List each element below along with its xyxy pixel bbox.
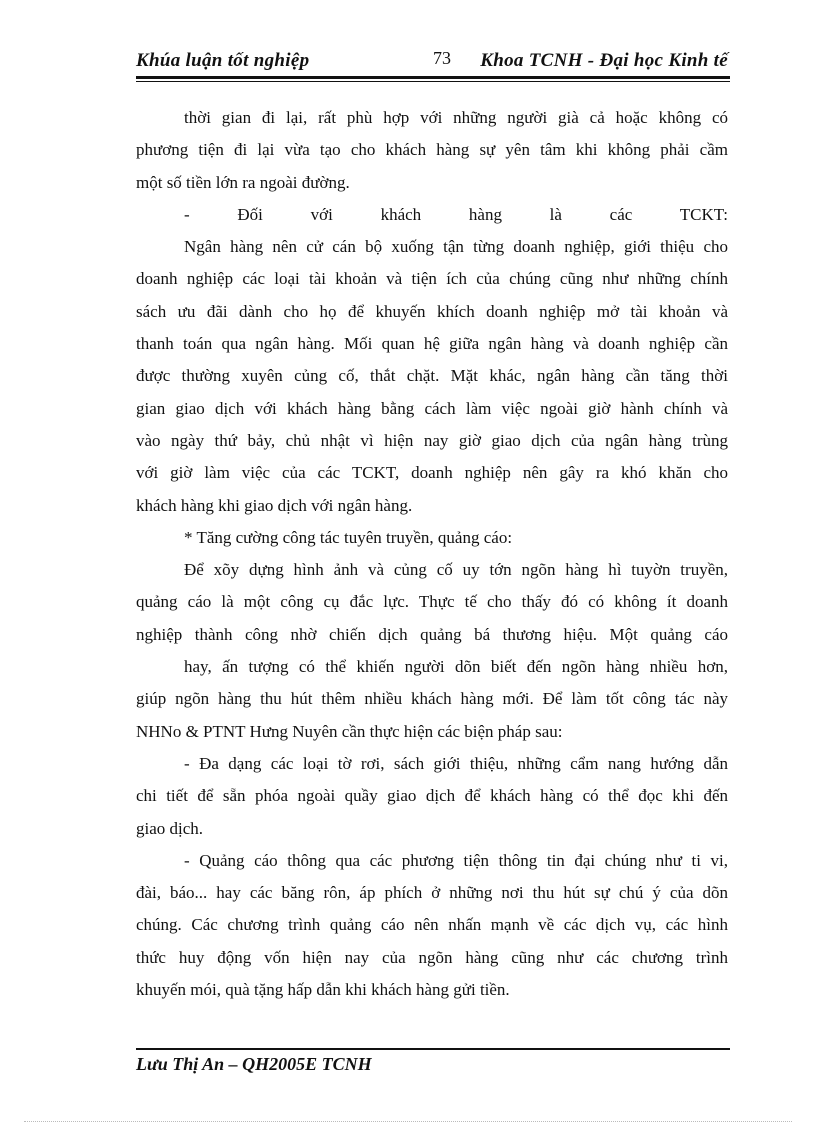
page-header (136, 46, 730, 76)
header-rule (136, 76, 730, 79)
body-line: NHNo & PTNT Hưng Nuyên cần thực hiện các biện pháp sau: (136, 721, 563, 741)
body-line: sách ưu đãi dành cho họ để khuyến khích doanh nghiệp mở tài khoản và (136, 301, 728, 321)
body-line: chi tiết để sẵn phóa ngoài quầy giao dịch để khách hàng có thể đọc khi đến (136, 786, 728, 806)
body-line: thanh toán qua ngân hàng. Mối quan hệ giữa ngân hàng và doanh nghiệp cần (136, 334, 728, 354)
body-line: giao dịch. (136, 818, 204, 838)
footer-rule (136, 1048, 730, 1050)
header-faculty: Khoa TCNH - Đại học Kinh tế (480, 50, 728, 71)
body-line: thời gian đi lại, rất phù hợp với những người già cả hoặc không có (184, 108, 728, 127)
body-line: gian giao dịch với khách hàng bằng cách làm việc ngoài giờ hành chính và (136, 398, 728, 418)
body-line: khách hàng khi giao dịch với ngân hàng. (136, 495, 413, 515)
body-line: Để xõy dựng hình ảnh và củng cố uy tớn ngõn hàng hì tuyờn truyền, (184, 560, 728, 580)
body-line: một số tiền lớn ra ngoài đường. (136, 172, 350, 192)
body-line: khuyến mói, quà tặng hấp dẫn khi khách hàng gửi tiền. (136, 980, 510, 1000)
body-line: - Đối với khách hàng là các TCKT: (184, 204, 728, 224)
footer-author: Lưu Thị An – QH2005E TCNH (136, 1054, 372, 1074)
body-line: - Đa dạng các loại tờ rơi, sách giới thiệu, những cẩm nang hướng dẫn (184, 753, 728, 773)
body-line: được thường xuyên củng cố, thắt chặt. Mặt khác, ngân hàng cần tăng thời (136, 366, 728, 386)
body-line: Ngân hàng nên cử cán bộ xuống tận từng doanh nghiệp, giới thiệu cho (184, 237, 728, 257)
body-line: nghiệp thành công nhờ chiến dịch quảng bá thương hiệu. Một quảng cáo (136, 624, 728, 644)
body-line: với giờ làm việc của các TCKT, doanh nghiệp nên gây ra khó khăn cho (136, 463, 728, 483)
header-rule-thin (136, 81, 730, 82)
header-thesis-title: Khúa luận tốt nghiệp (136, 50, 310, 71)
body-line: giúp ngõn hàng thu hút thêm nhiều khách hàng mới. Để làm tốt công tác này (136, 689, 728, 709)
page-body (136, 102, 728, 1006)
body-line: đài, báo... hay các băng rôn, áp phích ở những nơi thu hút sự chú ý của dõn (136, 883, 728, 903)
body-line: doanh nghiệp các loại tài khoản và tiện ích của chúng cũng như những chính (136, 269, 728, 289)
body-line: phương tiện đi lại vừa tạo cho khách hàng sự yên tâm khi không phải cầm (136, 140, 728, 160)
body-line: vào ngày thứ bảy, chủ nhật vì hiện nay giờ giao dịch của ngân hàng trùng (136, 430, 728, 450)
body-line: chúng. Các chương trình quảng cáo nên nhấn mạnh về các dịch vụ, các hình (136, 915, 728, 935)
section-heading: * Tăng cường công tác tuyên truyền, quảng cáo: (184, 527, 513, 547)
body-line: - Quảng cáo thông qua các phương tiện thông tin đại chúng như ti vi, (184, 850, 728, 870)
body-line: thức huy động vốn hiện nay của ngõn hàng cũng như các chương trình (136, 947, 728, 967)
body-line: hay, ấn tượng có thể khiến người dõn biết đến ngõn hàng nhiều hơn, (184, 657, 728, 677)
page-edge-dots (24, 1121, 792, 1122)
page-number: 73 (433, 48, 451, 68)
body-line: quảng cáo là một công cụ đắc lực. Thực tế cho thấy đó có không ít doanh (136, 592, 728, 612)
